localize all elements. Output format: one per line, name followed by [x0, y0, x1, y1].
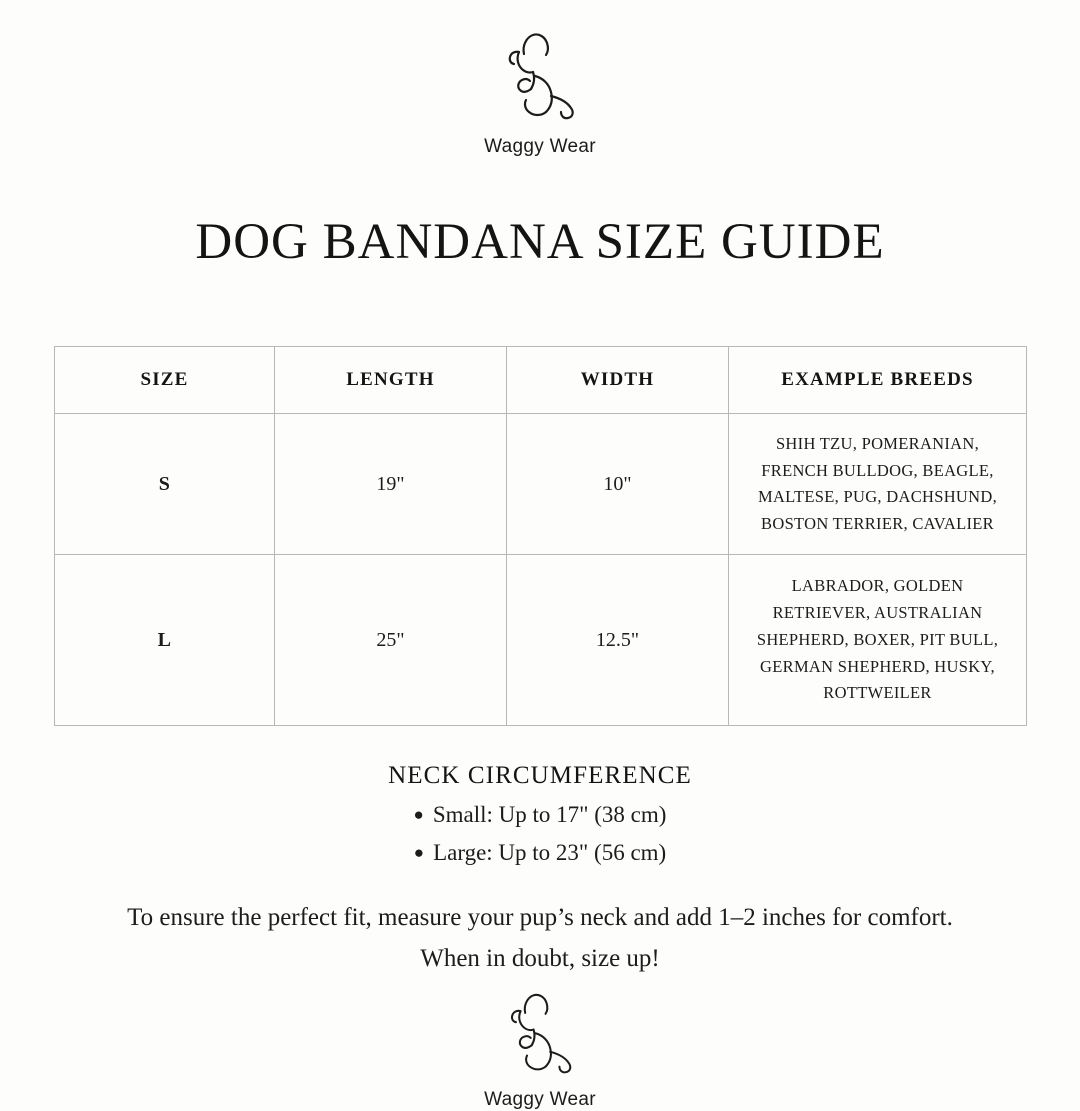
brand-logo-top — [475, 26, 605, 158]
size-table — [54, 346, 1027, 726]
list-item — [414, 796, 667, 833]
list-item — [414, 834, 667, 871]
cell-width-l: 12.5" — [507, 555, 729, 726]
fit-note — [127, 897, 953, 980]
dog-line-art-icon — [475, 26, 605, 134]
cell-size-l: L — [55, 555, 275, 726]
fit-note-line-1: To ensure the perfect fit, measure your pup’s neck and add 1–2 inches for comfort. — [127, 903, 953, 931]
column-header-size: SIZE — [55, 347, 275, 414]
neck-circumference-list — [414, 796, 667, 871]
dog-line-art-icon — [475, 987, 605, 1087]
cell-size-s: S — [55, 414, 275, 555]
cell-width-s: 10" — [507, 414, 729, 555]
cell-length-l: 25" — [275, 555, 507, 726]
column-header-width: WIDTH — [507, 347, 729, 414]
brand-name-bottom: Waggy Wear — [484, 1089, 596, 1111]
cell-breeds-s: SHIH TZU, POMERANIAN, FRENCH BULLDOG, BEAGLE, MALTESE, PUG, DACHSHUND, BOSTON TERRIER, CAVALIER — [729, 414, 1027, 555]
cell-length-s: 19" — [275, 414, 507, 555]
neck-item-small: Small: Up to 17" (38 cm) — [432, 802, 667, 828]
table-header-row — [55, 347, 1027, 414]
column-header-length: LENGTH — [275, 347, 507, 414]
neck-circumference-heading: NECK CIRCUMFERENCE — [388, 762, 692, 790]
table-row — [55, 414, 1027, 555]
neck-item-large: Large: Up to 23" (56 cm) — [433, 839, 667, 865]
column-header-breeds: EXAMPLE BREEDS — [729, 347, 1027, 414]
brand-logo-bottom — [475, 987, 605, 1111]
page-title: DOG BANDANA SIZE GUIDE — [195, 214, 885, 270]
bullet-icon: ● — [413, 805, 424, 825]
size-table-container — [54, 346, 1026, 726]
bullet-icon: ● — [413, 842, 425, 862]
fit-note-line-2: When in doubt, size up! — [420, 945, 660, 972]
cell-breeds-l: LABRADOR, GOLDEN RETRIEVER, AUSTRALIAN SHEPHERD, BOXER, PIT BULL, GERMAN SHEPHERD, HUSKY, ROTTWEILER — [729, 555, 1027, 726]
brand-name-top: Waggy Wear — [484, 136, 596, 157]
table-row — [55, 555, 1027, 726]
